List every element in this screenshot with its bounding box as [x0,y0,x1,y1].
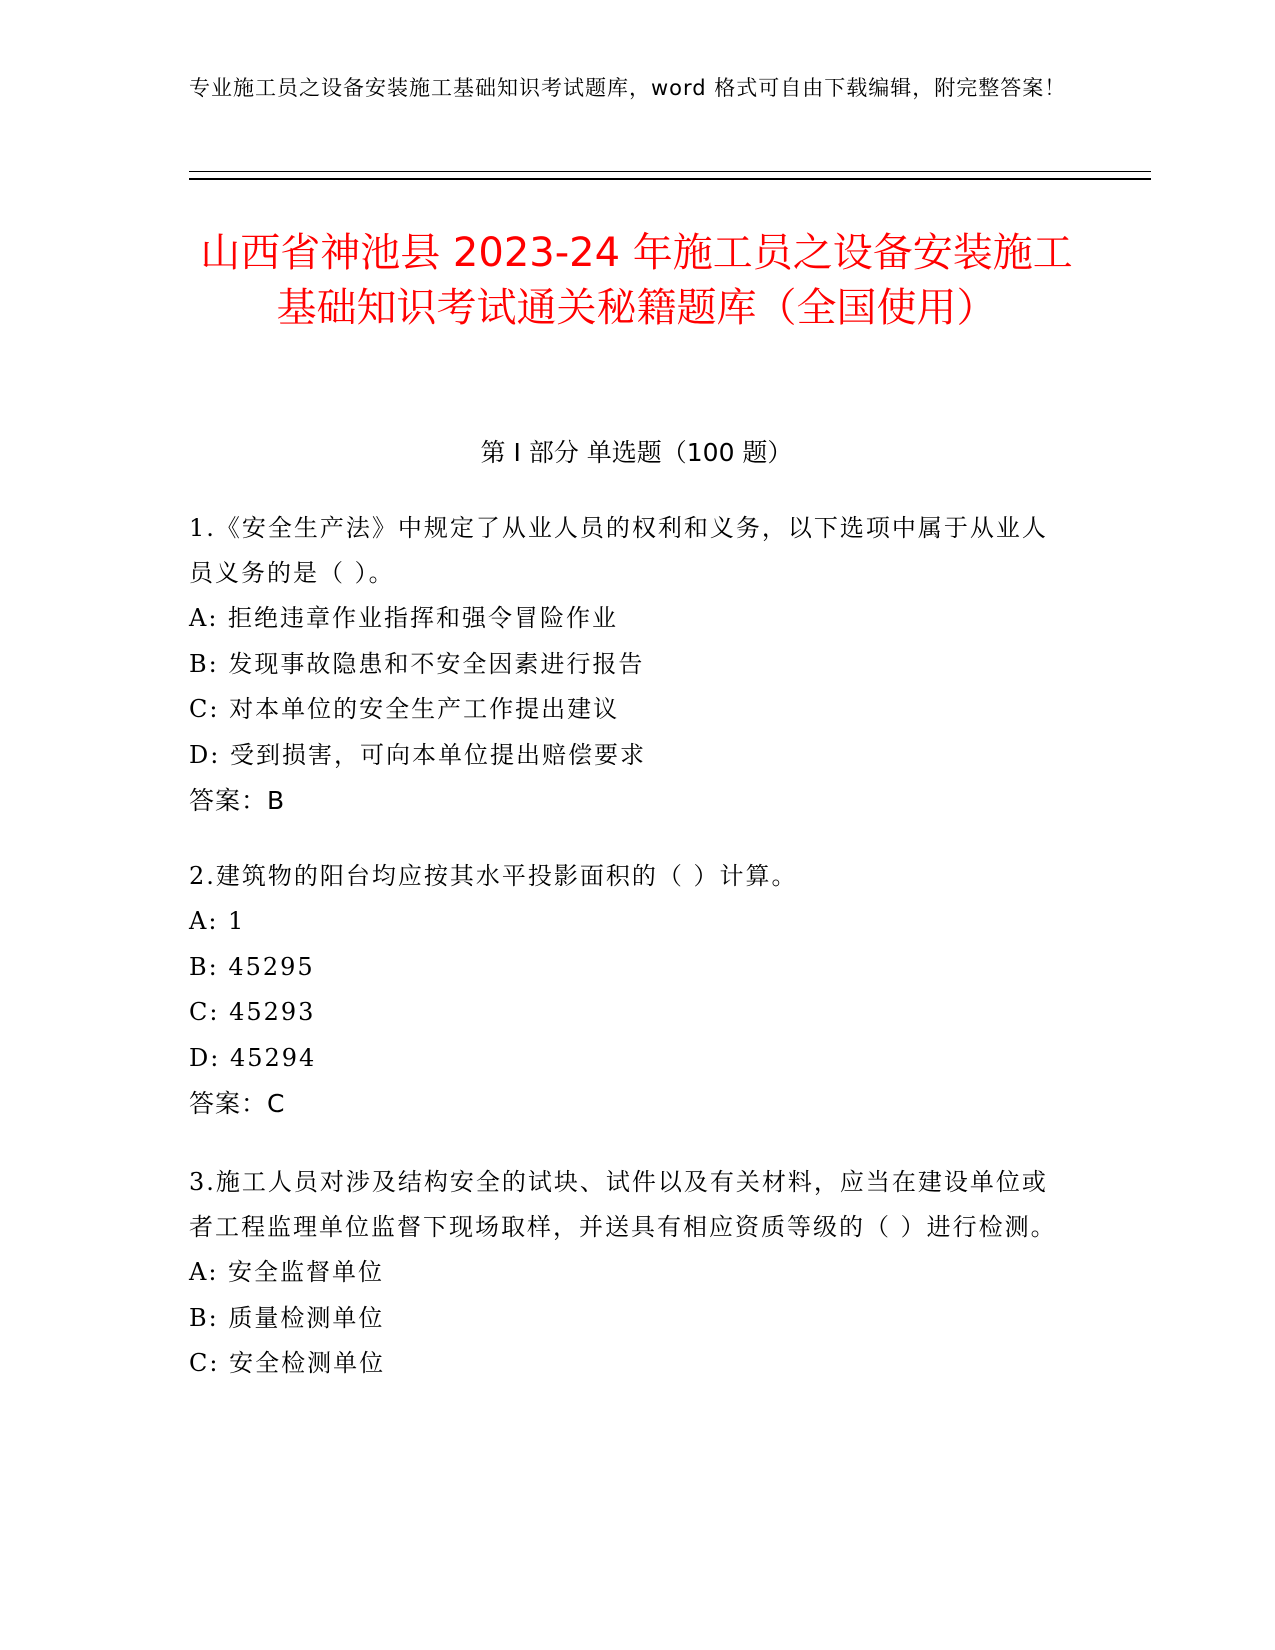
question-stem: 3.施工人员对涉及结构安全的试块、试件以及有关材料，应当在建设单位或者工程监理单位监督下现场取样，并送具有相应资质等级的（ ）进行检测。 [189,1168,1057,1241]
answer-label: 答案：B [189,786,286,815]
answer-label: 答案：C [189,1089,286,1118]
document-title: 山西省神池县 2023-24 年施工员之设备安装施工基础知识考试通关秘籍题库（全国使用） [200,230,1073,331]
question-3 [189,1160,1069,1387]
option-b: B: 45295 [189,952,315,981]
question-stem: 2.建筑物的阳台均应按其水平投影面积的（ ）计算。 [189,862,798,890]
document-header-note: 专业施工员之设备安装施工基础知识考试题库，word 格式可自由下载编辑，附完整答案！ [189,76,1067,100]
option-d: D: 45294 [189,1043,317,1072]
option-b: B: 发现事故隐患和不安全因素进行报告 [189,649,645,678]
option-c: C: 对本单位的安全生产工作提出建议 [189,695,620,723]
header-divider-thick [189,178,1151,180]
option-c: C: 45293 [189,998,316,1026]
question-2 [189,854,1069,1126]
question-stem: 1.《安全生产法》中规定了从业人员的权利和义务，以下选项中属于从业人员义务的是（ ）。 [189,514,1048,587]
option-a: A: 拒绝违章作业指挥和强令冒险作业 [189,604,619,632]
question-1 [189,506,1069,823]
section-heading: 第 I 部分 单选题（100 题） [480,438,793,467]
option-b: B: 质量检测单位 [189,1303,385,1332]
option-a: A: 安全监督单位 [189,1258,385,1286]
option-c: C: 安全检测单位 [189,1349,386,1377]
option-a: A: 1 [189,907,246,935]
header-divider-thin [189,171,1151,172]
option-d: D: 受到损害，可向本单位提出赔偿要求 [189,740,646,769]
